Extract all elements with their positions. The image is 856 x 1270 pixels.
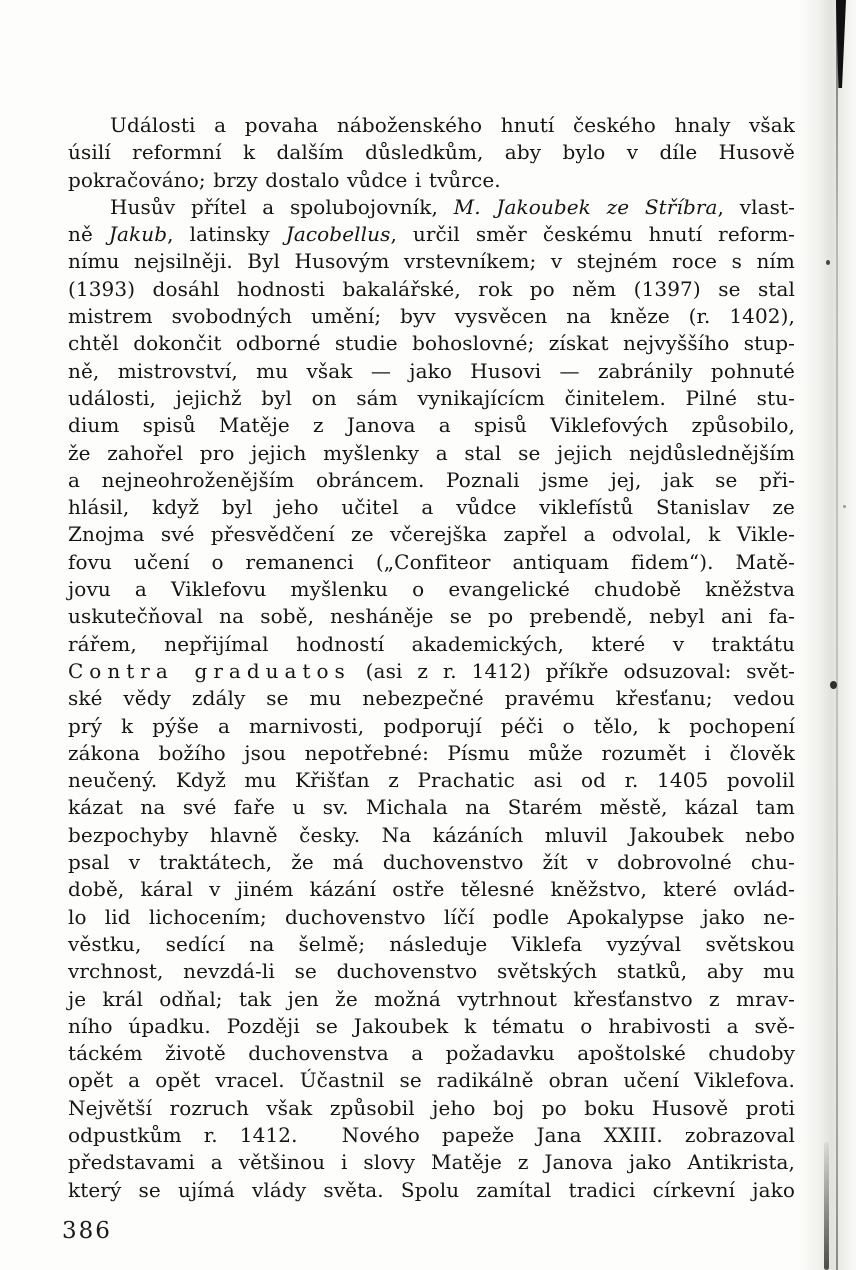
text-segment: jovu a Viklefovu myšlenku o evangelické chudobě kněžstva bbox=[68, 577, 795, 602]
text-segment: že zahořel pro jejich myšlenky a stal se jejich nejdůslednějším bbox=[68, 440, 795, 465]
italic-text: Jacobellus bbox=[285, 222, 391, 247]
text-line bbox=[68, 685, 795, 712]
text-line bbox=[68, 521, 795, 548]
text-line bbox=[68, 385, 795, 412]
text-segment: rářem, nepřijímal hodností akademických, které v traktátu bbox=[68, 631, 795, 656]
text-segment: Husův přítel a spolubojovník, bbox=[110, 194, 454, 219]
text-line bbox=[68, 1122, 795, 1149]
text-segment: je král odňal; tak jen že možná vytrhnout křesťanstvo z mrav- bbox=[68, 986, 795, 1011]
text-line bbox=[68, 1149, 795, 1176]
text-segment: představami a většinou i slovy Matěje z Janova jako Antikrista, bbox=[68, 1150, 795, 1175]
text-segment: lo lid lichocením; duchovenstvo líčí podle Apokalypse jako ne- bbox=[68, 904, 795, 929]
text-segment: odpustkům r. 1412. Nového papeže Jana XXIII. zobrazoval bbox=[68, 1122, 795, 1147]
text-line bbox=[68, 1177, 795, 1204]
text-segment: , určil směr českému hnutí reform- bbox=[390, 222, 796, 247]
text-line bbox=[68, 658, 795, 685]
text-segment: Největší rozruch však způsobil jeho boj po boku Husově proti bbox=[68, 1095, 795, 1120]
text-segment: fovu učení o remanenci („Confiteor antiquam fidem“). Matě- bbox=[68, 549, 795, 574]
text-segment: chtěl dokončit odborné studie bohoslovné; získat nejvyššího stup- bbox=[68, 331, 795, 356]
italic-text: Jakub bbox=[108, 222, 168, 247]
text-line bbox=[68, 276, 795, 303]
text-segment: který se ujímá vlády světa. Spolu zamítal tradici církevní jako bbox=[68, 1177, 795, 1202]
text-segment: pokračováno; brzy dostalo vůdce i tvůrce. bbox=[68, 167, 501, 192]
text-line bbox=[68, 167, 795, 194]
text-line bbox=[68, 986, 795, 1013]
text-segment: Znojma své přesvědčení ze včerejška zapřel a odvolal, k Vikle- bbox=[68, 522, 795, 547]
text-segment: táckém životě duchovenstva a požadavku apoštolské chudoby bbox=[68, 1041, 795, 1066]
scan-speck bbox=[843, 505, 846, 508]
text-line bbox=[68, 1040, 795, 1067]
text-segment: ské vědy zdály se mu nebezpečné pravému křesťanu; vedou bbox=[68, 686, 795, 711]
text-line bbox=[68, 603, 795, 630]
text-line bbox=[68, 303, 795, 330]
text-line bbox=[68, 494, 795, 521]
italic-text: M. Jakoubek ze Stříbra bbox=[453, 194, 718, 219]
text-line bbox=[68, 248, 795, 275]
text-line bbox=[68, 139, 795, 166]
text-line bbox=[68, 767, 795, 794]
text-segment: bezpochyby hlavně česky. Na kázáních mluvil Jakoubek nebo bbox=[68, 822, 795, 847]
text-segment: , vlast- bbox=[717, 194, 795, 219]
text-segment: ně, mistrovství, mu však — jako Husovi — zabránily pohnuté bbox=[68, 358, 795, 383]
text-line bbox=[68, 876, 795, 903]
text-line bbox=[68, 576, 795, 603]
text-line bbox=[68, 849, 795, 876]
text-segment: dium spisů Matěje z Janova a spisů Viklefových způsobilo, bbox=[68, 413, 795, 438]
text-line bbox=[68, 1067, 795, 1094]
text-segment: věstku, sedící na šelmě; následuje Viklefa vyzýval světskou bbox=[68, 931, 795, 956]
text-segment: a nejneohroženějším obráncem. Poznali jsme jej, jak se při- bbox=[68, 467, 795, 492]
text-line bbox=[68, 221, 795, 248]
text-segment: (asi z r. 1412) příkře odsuzoval: svět- bbox=[350, 658, 795, 683]
text-segment: (1393) dosáhl hodnosti bakalářské, rok po něm (1397) se stal bbox=[68, 276, 795, 301]
text-segment: hlásil, když byl jeho učitel a vůdce viklefístů Stanislav ze bbox=[68, 495, 795, 520]
scan-speck bbox=[826, 260, 830, 265]
scan-speck bbox=[830, 681, 837, 689]
text-segment: vrchnost, nevzdá-li se duchovenstvo světských statků, aby mu bbox=[68, 959, 795, 984]
spaced-text: Contra graduatos bbox=[68, 658, 351, 683]
text-segment: ně bbox=[68, 222, 109, 247]
text-segment: kázat na své faře u sv. Michala na Starém městě, kázal tam bbox=[68, 795, 795, 820]
text-line bbox=[68, 904, 795, 931]
text-segment: neučený. Když mu Křišťan z Prachatic asi od r. 1405 povolil bbox=[68, 768, 795, 793]
text-segment: ního úpadku. Později se Jakoubek k tématu o hrabivosti a svě- bbox=[68, 1013, 795, 1038]
text-segment: době, káral v jiném kázání ostře tělesné kněžstvo, které ovlád- bbox=[68, 877, 795, 902]
text-line bbox=[68, 467, 795, 494]
scan-edge-shadow bbox=[798, 0, 856, 1270]
text-segment: úsilí reformní k dalším důsledkům, aby bylo v díle Husově bbox=[68, 140, 795, 165]
text-segment: , latinsky bbox=[167, 222, 286, 247]
text-line bbox=[68, 1013, 795, 1040]
text-segment: události, jejichž byl on sám vynikajícícm činitelem. Pilné stu- bbox=[68, 385, 795, 410]
text-line bbox=[68, 412, 795, 439]
text-line bbox=[68, 112, 795, 139]
text-line bbox=[68, 194, 795, 221]
body-text bbox=[68, 112, 795, 1204]
text-line bbox=[68, 794, 795, 821]
scan-edge-line bbox=[836, 0, 838, 1270]
text-segment: opět a opět vracel. Účastnil se radikálně obran učení Viklefova. bbox=[68, 1068, 795, 1093]
text-segment: nímu nejsilněji. Byl Husovým vrstevníkem; v stejném roce s ním bbox=[68, 249, 795, 274]
page-number: 386 bbox=[62, 1218, 112, 1244]
text-segment: psal v traktátech, že má duchovenstvo žít v dobrovolné chu- bbox=[68, 850, 795, 875]
text-line bbox=[68, 440, 795, 467]
scan-edge-bottom-mark bbox=[824, 1142, 829, 1270]
text-segment: uskutečňoval na sobě, nesháněje se po prebendě, nebyl ani fa- bbox=[68, 604, 795, 629]
text-line bbox=[68, 931, 795, 958]
text-line bbox=[68, 549, 795, 576]
text-segment: mistrem svobodných umění; byv vysvěcen na kněze (r. 1402), bbox=[68, 304, 795, 329]
text-line bbox=[68, 740, 795, 767]
text-line bbox=[68, 358, 795, 385]
text-segment: Události a povaha náboženského hnutí českého hnaly však bbox=[110, 113, 795, 137]
text-segment: zákona božího jsou nepotřebné: Písmu může rozumět i člověk bbox=[68, 740, 795, 765]
text-line bbox=[68, 713, 795, 740]
text-line bbox=[68, 1095, 795, 1122]
text-line bbox=[68, 822, 795, 849]
text-line bbox=[68, 958, 795, 985]
text-segment: prý k pýše a marnivosti, podporují péči o tělo, k pochopení bbox=[68, 713, 795, 738]
text-line bbox=[68, 330, 795, 357]
text-line bbox=[68, 631, 795, 658]
